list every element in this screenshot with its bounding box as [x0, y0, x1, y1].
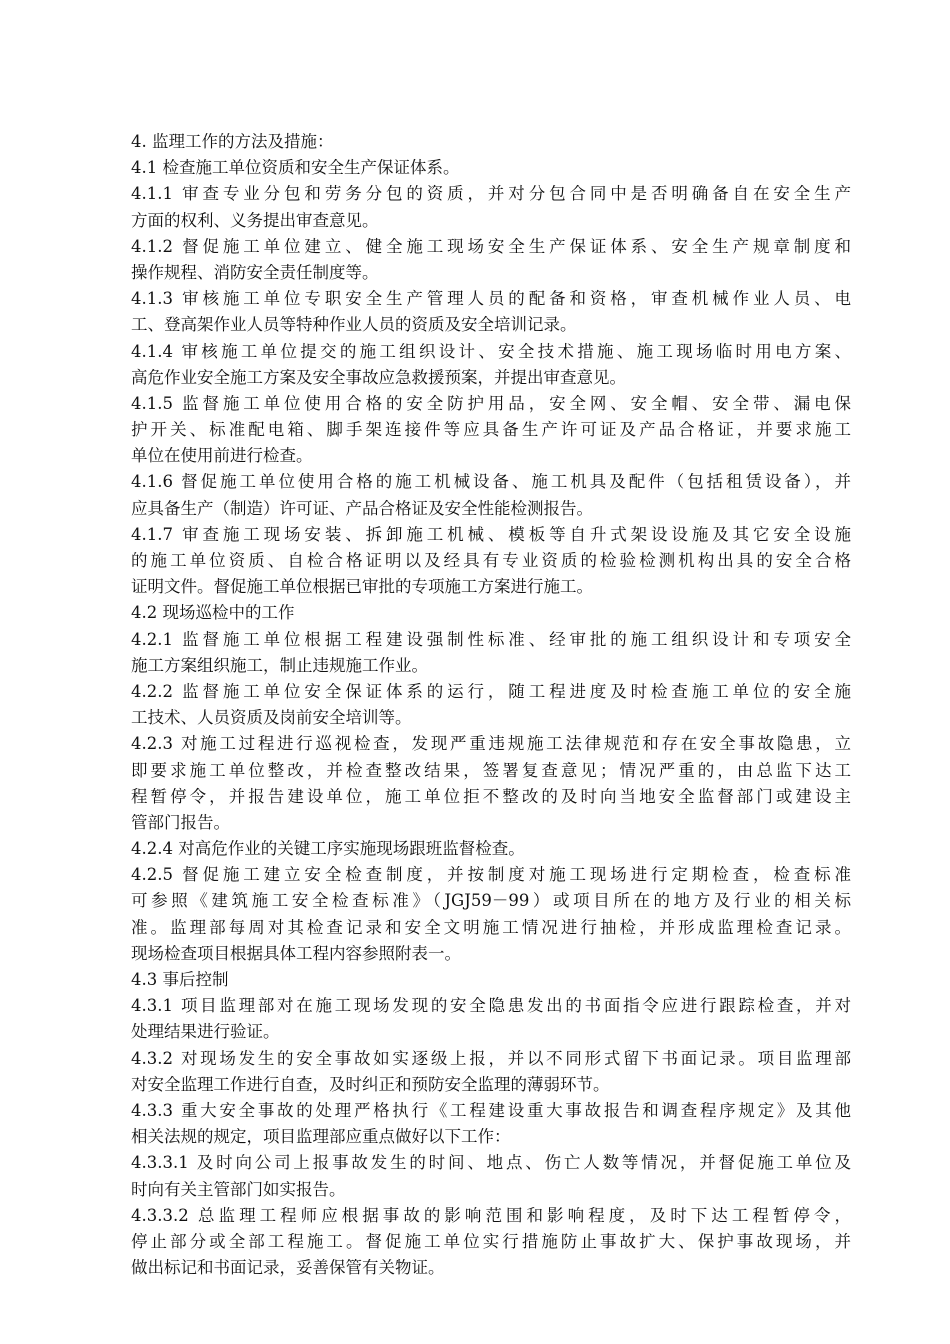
text-line: 4.1.7 审查施工现场安装、拆卸施工机械、模板等自升式架设设施及其它安全设施 [131, 524, 851, 544]
text-line: 单位在使用前进行检查。 [131, 446, 313, 466]
text-line: 4.3.3.2 总监理工程师应根据事故的影响范围和影响程度，及时下达工程暂停令， [131, 1205, 851, 1225]
text-line: 即要求施工单位整改，并检查整改结果，签署复查意见；情况严重的，由总监下达工 [131, 760, 851, 780]
text-line: 4.1 检查施工单位资质和安全生产保证体系。 [131, 158, 460, 178]
text-line: 应具备生产（制造）许可证、产品合格证及安全性能检测报告。 [131, 498, 593, 518]
text-line: 程暂停令，并报告建设单位，施工单位拒不整改的及时向当地安全监督部门或建设主 [131, 786, 851, 806]
text-line: 4.1.2 督促施工单位建立、健全施工现场安全生产保证体系、安全生产规章制度和 [131, 236, 851, 256]
text-line: 施工方案组织施工，制止违规施工作业。 [131, 655, 428, 675]
text-line: 4.3.1 项目监理部对在施工现场发现的安全隐患发出的书面指令应进行跟踪检查，并对 [131, 996, 851, 1016]
text-line: 对安全监理工作进行自查，及时纠正和预防安全监理的薄弱环节。 [131, 1074, 610, 1094]
text-line: 高危作业安全施工方案及安全事故应急救援预案，并提出审查意见。 [131, 367, 626, 387]
text-line: 可参照《建筑施工安全检查标准》（JGJ59－99）或项目所在的地方及行业的相关标 [131, 891, 851, 911]
text-line: 管部门报告。 [131, 812, 230, 832]
text-line: 4.3.2 对现场发生的安全事故如实逐级上报，并以不同形式留下书面记录。项目监理部 [131, 1048, 851, 1068]
text-line: 工技术、人员资质及岗前安全培训等。 [131, 708, 412, 728]
text-line: 4.1.3 审核施工单位专职安全生产管理人员的配备和资格，审查机械作业人员、电 [131, 289, 851, 309]
text-line: 4.3.3.1 及时向公司上报事故发生的时间、地点、伤亡人数等情况，并督促施工单位及 [131, 1153, 851, 1173]
text-line: 4.3 事后控制 [131, 970, 229, 989]
text-line: 4.3.3 重大安全事故的处理严格执行《工程建设重大事故报告和调查程序规定》及其他 [131, 1100, 851, 1120]
text-line: 4.2.2 监督施工单位安全保证体系的运行，随工程进度及时检查施工单位的安全施 [131, 681, 851, 701]
text-line: 护开关、标准配电箱、脚手架连接件等应具备生产许可证及产品合格证，并要求施工 [131, 420, 851, 440]
text-line: 4.1.1 审查专业分包和劳务分包的资质，并对分包合同中是否明确备自在安全生产 [131, 184, 851, 204]
text-line: 工、登高架作业人员等特种作业人员的资质及安全培训记录。 [131, 315, 577, 335]
text-line: 处理结果进行验证。 [131, 1022, 280, 1042]
text-line: 的施工单位资质、自检合格证明以及经具有专业资质的检验检测机构出具的安全合格 [131, 551, 851, 570]
text-line: 相关法规的规定，项目监理部应重点做好以下工作： [131, 1127, 511, 1147]
text-line: 4.1.5 监督施工单位使用合格的安全防护用品，安全网、安全帽、安全带、漏电保 [131, 393, 851, 413]
text-line: 时向有关主管部门如实报告。 [131, 1179, 346, 1199]
text-line: 现场检查项目根据具体工程内容参照附表一。 [131, 943, 461, 963]
text-line: 4.1.4 审核施工单位提交的施工组织设计、安全技术措施、施工现场临时用电方案、 [131, 341, 851, 361]
text-line: 4.2.5 督促施工建立安全检查制度，并按制度对施工现场进行定期检查，检查标准 [131, 865, 851, 885]
text-line: 4. 监理工作的方法及措施： [131, 132, 334, 151]
text-line: 做出标记和书面记录，妥善保管有关物证。 [131, 1258, 445, 1278]
text-line: 操作规程、消防安全责任制度等。 [131, 262, 379, 282]
text-line: 证明文件。督促施工单位根据已审批的专项施工方案进行施工。 [131, 577, 593, 597]
text-line: 方面的权利、义务提出审查意见。 [131, 210, 379, 230]
text-line: 停止部分或全部工程施工。督促施工单位实行措施防止事故扩大、保护事故现场，并 [131, 1231, 851, 1251]
text-line: 4.2.4 对高危作业的关键工序实施现场跟班监督检查。 [131, 839, 525, 859]
text-line: 4.2.1 监督施工单位根据工程建设强制性标准、经审批的施工组织设计和专项安全 [131, 629, 851, 649]
text-line: 4.2.3 对施工过程进行巡视检查，发现严重违规施工法律规范和存在安全事故隐患，立 [131, 734, 851, 754]
text-line: 4.2 现场巡检中的工作 [131, 603, 295, 623]
text-line: 4.1.6 督促施工单位使用合格的施工机械设备、施工机具及配件（包括租赁设备），并 [131, 472, 851, 492]
text-line: 准。监理部每周对其检查记录和安全文明施工情况进行抽检，并形成监理检查记录。 [131, 917, 851, 937]
document-body [131, 129, 851, 1281]
